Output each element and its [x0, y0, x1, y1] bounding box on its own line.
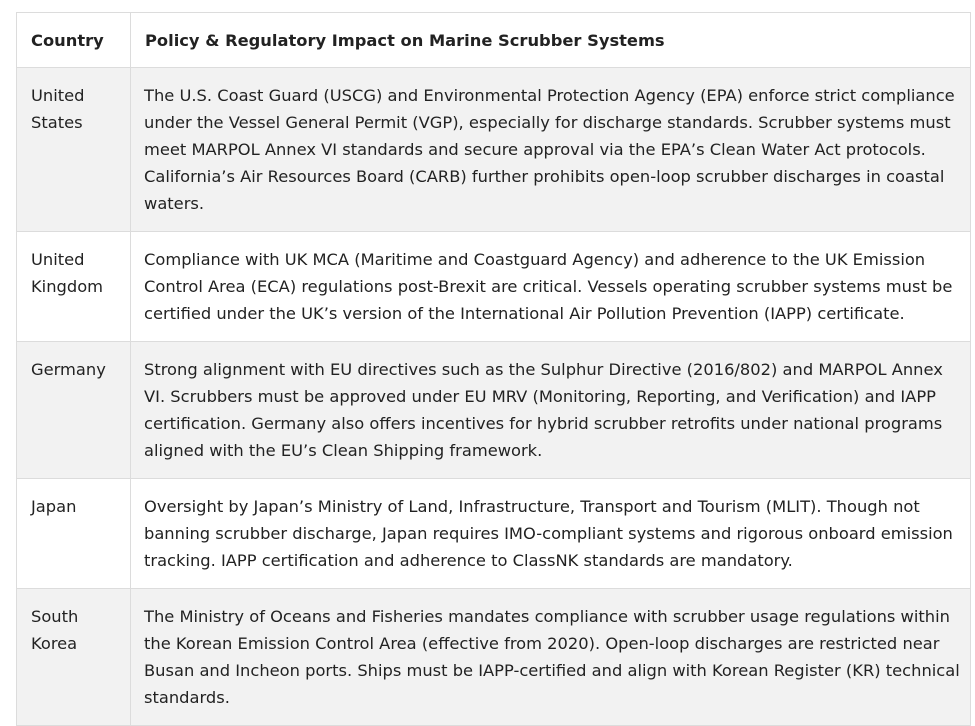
country-cell: South Korea — [17, 589, 131, 726]
regulatory-table-container — [16, 12, 970, 726]
regulatory-table — [16, 12, 971, 726]
table-row — [17, 68, 971, 232]
country-cell: United States — [17, 68, 131, 232]
country-cell: United Kingdom — [17, 232, 131, 342]
policy-cell: Oversight by Japan’s Ministry of Land, Infrastructure, Transport and Tourism (MLIT). Though not banning scrubber discharge, Japan requires IMO-compliant systems and rigorous onboard emission tracking. IAPP certification and adherence to ClassNK standards are mandatory. — [131, 479, 971, 589]
table-row — [17, 589, 971, 726]
table-header-row — [17, 13, 971, 68]
country-cell: Japan — [17, 479, 131, 589]
policy-cell: The U.S. Coast Guard (USCG) and Environmental Protection Agency (EPA) enforce strict compliance under the Vessel General Permit (VGP), especially for discharge standards. Scrubber systems must meet MARPOL Annex VI standards and secure approval via the EPA’s Clean Water Act protocols. California’s Air Resources Board (CARB) further prohibits open-loop scrubber discharges in coastal waters. — [131, 68, 971, 232]
policy-cell: Compliance with UK MCA (Maritime and Coastguard Agency) and adherence to the UK Emission Control Area (ECA) regulations post-Brexit are critical. Vessels operating scrubber systems must be certified under the UK’s version of the International Air Pollution Prevention (IAPP) certificate. — [131, 232, 971, 342]
table-row — [17, 479, 971, 589]
header-policy: Policy & Regulatory Impact on Marine Scrubber Systems — [131, 13, 971, 68]
table-row — [17, 232, 971, 342]
policy-cell: The Ministry of Oceans and Fisheries mandates compliance with scrubber usage regulations within the Korean Emission Control Area (effective from 2020). Open-loop discharges are restricted near Busan and Incheon ports. Ships must be IAPP-certified and align with Korean Register (KR) technical standards. — [131, 589, 971, 726]
country-cell: Germany — [17, 342, 131, 479]
header-country: Country — [17, 13, 131, 68]
table-row — [17, 342, 971, 479]
policy-cell: Strong alignment with EU directives such as the Sulphur Directive (2016/802) and MARPOL Annex VI. Scrubbers must be approved under EU MRV (Monitoring, Reporting, and Verification) and IAPP certification. Germany also offers incentives for hybrid scrubber retrofits under national programs aligned with the EU’s Clean Shipping framework. — [131, 342, 971, 479]
